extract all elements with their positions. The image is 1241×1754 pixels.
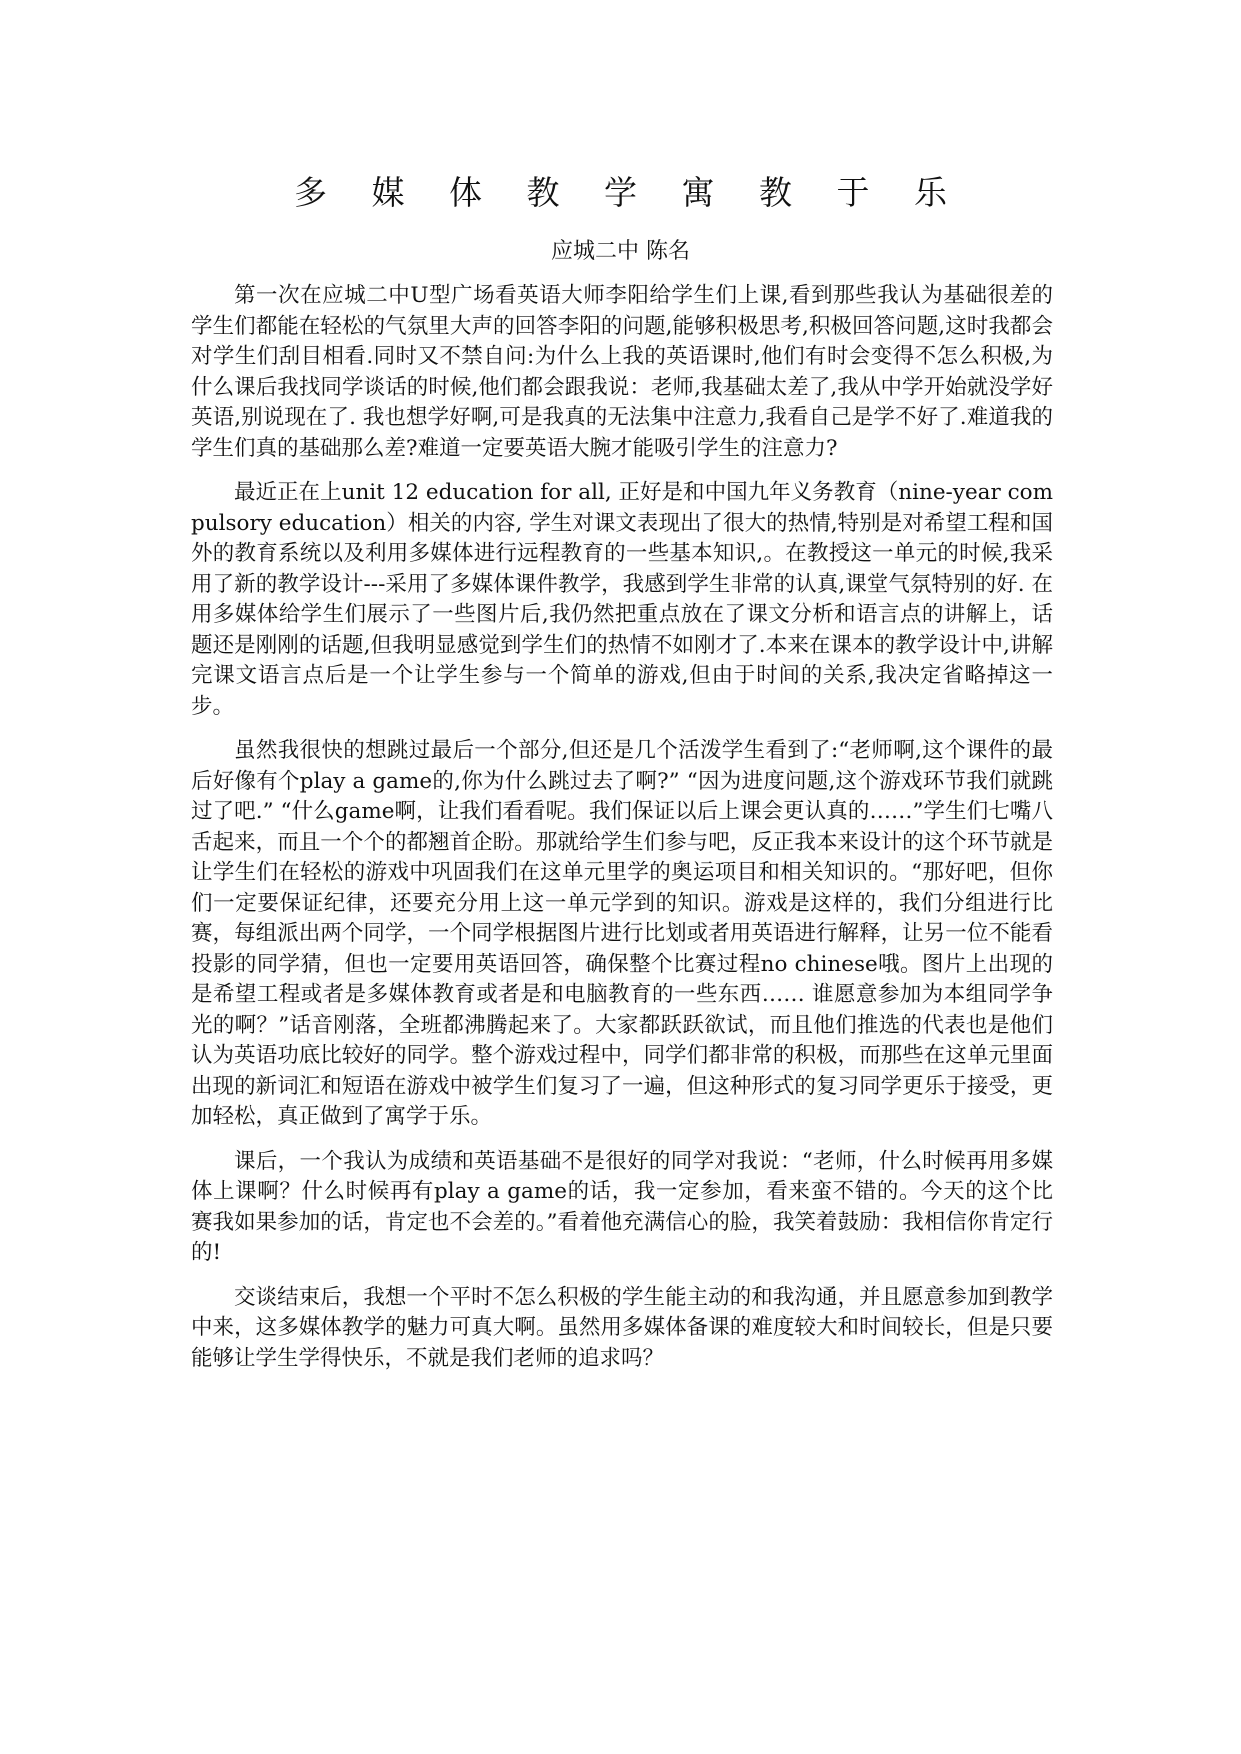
body-paragraph: 第一次在应城二中U型广场看英语大师李阳给学生们上课,看到那些我认为基础很差的学生们都能在轻松的气氛里大声的回答李阳的问题,能够积极思考,积极回答问题,这时我都会对学生们刮目相看.同时又不禁自问:为什么上我的英语课时,他们有时会变得不怎么积极,为什么课后我找同学谈话的时候,他们都会跟我说：老师,我基础太差了,我从中学开始就没学好英语,别说现在了. 我也想学好啊,可是我真的无法集中注意力,我看自己是学不好了.难道我的学生们真的基础那么差?难道一定要英语大腕才能吸引学生的注意力? <box>191 283 1053 461</box>
body-paragraph: 虽然我很快的想跳过最后一个部分,但还是几个活泼学生看到了:“老师啊,这个课件的最后好像有个play a game的,你为什么跳过去了啊?” “因为进度问题,这个游戏环节我们就跳过了吧.” “什么game啊，让我们看看呢。我们保证以后上课会更认真的……”学生们七嘴八舌起来，而且一个个的都翘首企盼。那就给学生们参与吧，反正我本来设计的这个环节就是让学生们在轻松的游戏中巩固我们在这单元里学的奥运项目和相关知识的。“那好吧，但你们一定要保证纪律，还要充分用上这一单元学到的知识。游戏是这样的，我们分组进行比赛，每组派出两个同学，一个同学根据图片进行比划或者用英语进行解释，让另一位不能看投影的同学猜，但也一定要用英语回答，确保整个比赛过程no chinese哦。图片上出现的是希望工程或者是多媒体教育或者是和电脑教育的一些东西…… 谁愿意参加为本组同学争光的啊？”话音刚落，全班都沸腾起来了。大家都跃跃欲试，而且他们推选的代表也是他们认为英语功底比较好的同学。整个游戏过程中，同学们都非常的积极，而那些在这单元里面出现的新词汇和短语在游戏中被学生们复习了一遍，但这种形式的复习同学更乐于接受，更加轻松，真正做到了寓学于乐。 <box>191 738 1053 1129</box>
body-paragraph: 最近正在上unit 12 education for all, 正好是和中国九年义务教育（nine-year compulsory education）相关的内容, 学生对课文表现出了很大的热情,特别是对希望工程和国外的教育系统以及利用多媒体进行远程教育的一些基本知识,。在教授这一单元的时候,我采用了新的教学设计---采用了多媒体课件教学，我感到学生非常的认真,课堂气氛特别的好. 在用多媒体给学生们展示了一些图片后,我仍然把重点放在了课文分析和语言点的讲解上，话题还是刚刚的话题,但我明显感觉到学生们的热情不如刚才了.本来在课本的教学设计中,讲解完课文语言点后是一个让学生参与一个简单的游戏,但由于时间的关系,我决定省略掉这一步。 <box>191 480 1053 719</box>
document-body <box>191 281 1053 1388</box>
body-paragraph: 课后，一个我认为成绩和英语基础不是很好的同学对我说：“老师，什么时候再用多媒体上课啊？什么时候再有play a game的话，我一定参加，看来蛮不错的。今天的这个比赛我如果参加的话，肯定也不会差的。”看着他充满信心的脸，我笑着鼓励：我相信你肯定行的! <box>191 1148 1053 1265</box>
author-byline: 应城二中 陈名 <box>551 239 690 264</box>
document-title: 多 媒 体 教 学 寓 教 于 乐 <box>294 173 964 212</box>
body-paragraph: 交谈结束后，我想一个平时不怎么积极的学生能主动的和我沟通，并且愿意参加到教学中来，这多媒体教学的魅力可真大啊。虽然用多媒体备课的难度较大和时间较长，但是只要能够让学生学得快乐，不就是我们老师的追求吗？ <box>191 1284 1053 1371</box>
